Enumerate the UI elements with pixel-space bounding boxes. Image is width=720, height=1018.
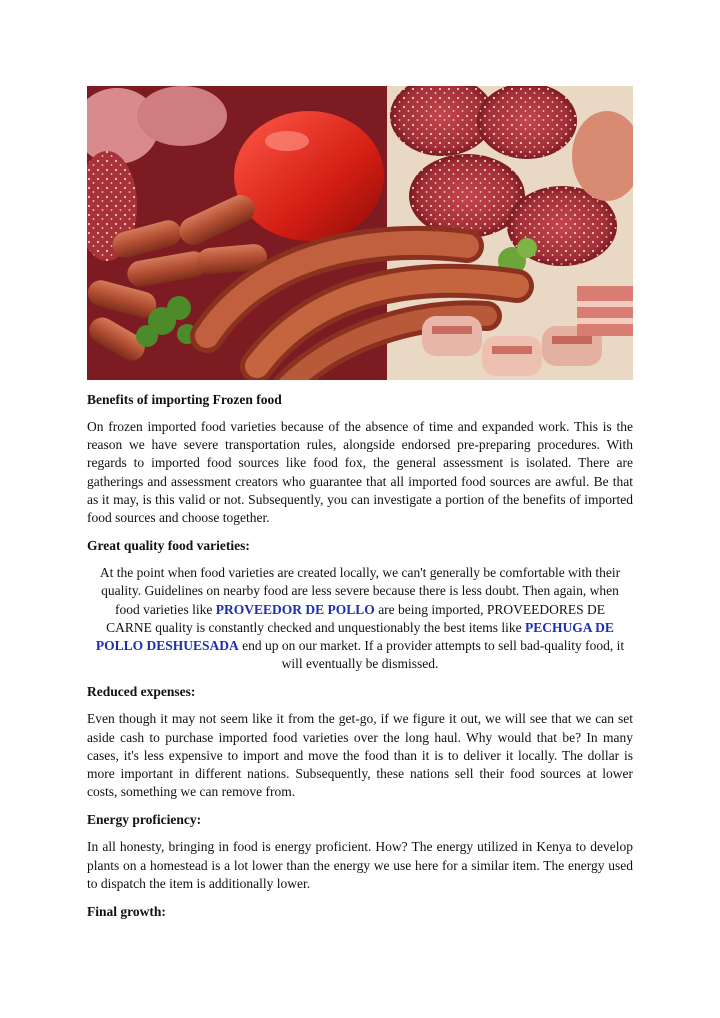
heading-energy: Energy proficiency: (87, 812, 202, 828)
quality-text-1: At the point when food varieties are created locally, we can't generally be comfortable with their quality. Guidelines on nearby food are less severe because there is less doubt. Then again, when food varieties like (99, 565, 621, 617)
link-pechuga-de-pollo[interactable]: PECHUGA DE POLLO DESHUESADA (95, 619, 614, 654)
heading-benefits: Benefits of importing Frozen food (87, 392, 282, 407)
quality-text-3: end up on our market. If a provider attempts to sell bad-quality food, it will eventually be dismissed. (238, 638, 625, 672)
heading-final-growth: Final growth: (87, 904, 166, 920)
paragraph-expenses: Even though it may not seem like it from the get-go, if we figure it out, we will see that we can set aside cash to purchase imported food varieties over the long haul. Why would that be? In many cases, it's less expensive to import and move the food than it is to deliver it locally. The dollar is more important in different nations. Subsequently, these nations sell their food sources at lower costs, something we can remove from. (87, 711, 633, 800)
article-body (87, 390, 633, 930)
paragraph-energy: In all honesty, bringing in food is energy proficient. How? The energy utilized in Kenya to develop plants on a homestead is a lot lower than the energy we use here for a similar item. The energy used to dispatch the item is additionally lower. (87, 839, 633, 891)
red-sausage-ball (234, 111, 384, 241)
paragraph-benefits: On frozen imported food varieties because of the absence of time and expanded work. This is the reason we have severe transportation rules, alongside endorsed pre-preparing procedures. With regards to imported food sources like food fox, the general assessment is isolated. There are gatherings and assessment creators who guarantee that all imported food sources are awful. Be that as it may, is this valid or not. Subsequently, you can investigate a portion of the benefits of imported food sources and choose together. (87, 419, 633, 526)
meat-assortment-image (87, 86, 633, 380)
quality-text-2: are being imported, PROVEEDORES DE CARNE quality is constantly checked and unquestionably the best items like (106, 601, 606, 635)
heading-quality: Great quality food varieties: (87, 538, 250, 554)
paragraph-quality (87, 564, 633, 673)
link-proveedor-de-pollo[interactable]: PROVEEDOR DE POLLO (215, 601, 375, 617)
heading-expenses: Reduced expenses: (87, 684, 196, 700)
